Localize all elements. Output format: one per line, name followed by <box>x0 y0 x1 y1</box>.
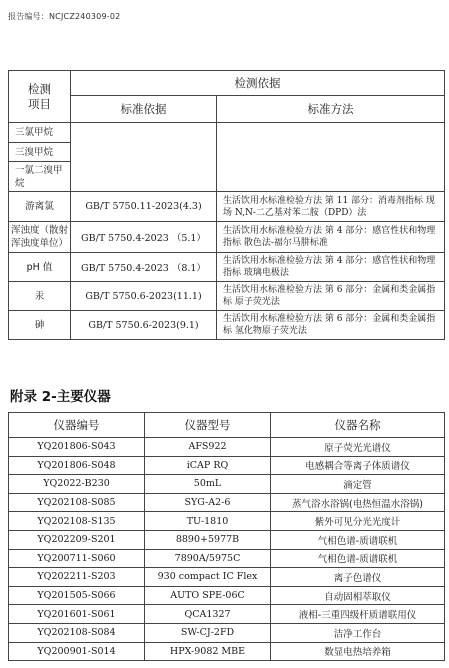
table-row <box>9 549 445 568</box>
header-instrument-name: 仪器名称 <box>271 413 445 438</box>
item-cell: 一氯二溴甲 烷 <box>9 162 71 192</box>
standard-cell: GB/T 5750.4-2023 （8.1） <box>71 253 217 282</box>
instrument-id: YQ202211-S203 <box>9 568 145 587</box>
header-instrument-id: 仪器编号 <box>9 413 145 438</box>
instrument-name: 数显电热培养箱 <box>271 642 445 661</box>
standard-cell <box>71 123 217 192</box>
instrument-id: YQ201806-S043 <box>9 438 145 457</box>
table-row <box>9 512 445 531</box>
table-row <box>9 586 445 605</box>
instrument-model: AFS922 <box>145 438 271 457</box>
standard-cell: GB/T 5750.11-2023(4.3) <box>71 192 217 222</box>
instrument-name: 电感耦合等离子体质谱仪 <box>271 456 445 475</box>
table-row <box>9 438 445 457</box>
header-standard-basis: 标准依据 <box>71 96 217 123</box>
instrument-model: HPX-9082 MBE <box>145 642 271 661</box>
item-cell: pH 值 <box>9 253 71 282</box>
instrument-id: YQ202108-S085 <box>9 493 145 512</box>
instrument-name: 气相色谱-质谱联机 <box>271 530 445 549</box>
instrument-id: YQ200711-S060 <box>9 549 145 568</box>
instrument-id: YQ202108-S084 <box>9 623 145 642</box>
instrument-model: 930 compact IC Flex <box>145 568 271 587</box>
header-test-basis: 检测依据 <box>71 71 445 96</box>
instrument-model: SW-CJ-2FD <box>145 623 271 642</box>
instrument-id: YQ202108-S135 <box>9 512 145 531</box>
header-instrument-model: 仪器型号 <box>145 413 271 438</box>
header-standard-method: 标准方法 <box>217 96 445 123</box>
instrument-id: YQ201601-S061 <box>9 605 145 624</box>
table-row <box>9 605 445 624</box>
instrument-model: iCAP RQ <box>145 456 271 475</box>
instrument-name: 离子色谱仪 <box>271 568 445 587</box>
report-number: 报告编号：NCJCZ240309-02 <box>8 12 121 21</box>
table-row <box>9 568 445 587</box>
instrument-name: 蒸气浴水浴锅(电热恒温水浴锅) <box>271 493 445 512</box>
item-cell: 砷 <box>9 311 71 340</box>
table-row <box>9 642 445 661</box>
item-cell: 三溴甲烷 <box>9 143 71 162</box>
table-row <box>9 475 445 494</box>
instrument-model: QCA1327 <box>145 605 271 624</box>
instrument-name: 自动固相萃取仪 <box>271 586 445 605</box>
item-cell: 游离氯 <box>9 192 71 222</box>
method-cell: 生活饮用水标准检验方法 第 4 部分：感官性状和物理指标 散色法-福尔马肼标准 <box>217 222 445 253</box>
instrument-name: 洁净工作台 <box>271 623 445 642</box>
standard-cell: GB/T 5750.6-2023(9.1) <box>71 311 217 340</box>
table-row <box>9 456 445 475</box>
standard-cell: GB/T 5750.6-2023(11.1) <box>71 282 217 311</box>
method-cell: 生活饮用水标准检验方法 第 11 部分：消毒剂指标 现场 N,N-二乙基对苯二胺（DPD）法 <box>217 192 445 222</box>
instrument-id: YQ201505-S066 <box>9 586 145 605</box>
item-cell: 汞 <box>9 282 71 311</box>
test-basis-table <box>8 70 445 340</box>
instrument-name: 滴定管 <box>271 475 445 494</box>
table-row <box>9 530 445 549</box>
standard-cell: GB/T 5750.4-2023 （5.1） <box>71 222 217 253</box>
method-cell: 生活饮用水标准检验方法 第 4 部分：感官性状和物理指标 玻璃电极法 <box>217 253 445 282</box>
table-row <box>9 623 445 642</box>
appendix-title: 附录 2-主要仪器 <box>10 389 111 405</box>
instrument-model: AUTO SPE-06C <box>145 586 271 605</box>
instrument-id: YQ200901-S014 <box>9 642 145 661</box>
method-cell: 生活饮用水标准检验方法 第 6 部分：金属和类金属指标 氢化物原子荧光法 <box>217 311 445 340</box>
instrument-id: YQ2022-B230 <box>9 475 145 494</box>
instrument-id: YQ202209-S201 <box>9 530 145 549</box>
instrument-name: 紫外可见分光光度计 <box>271 512 445 531</box>
method-cell <box>217 123 445 192</box>
instrument-model: 50mL <box>145 475 271 494</box>
instrument-table <box>8 412 445 661</box>
instrument-name: 原子荧光光谱仪 <box>271 438 445 457</box>
instrument-model: SYG-A2-6 <box>145 493 271 512</box>
instrument-model: TU-1810 <box>145 512 271 531</box>
method-cell: 生活饮用水标准检验方法 第 6 部分：金属和类金属指标 原子荧光法 <box>217 282 445 311</box>
item-cell: 三氯甲烷 <box>9 123 71 143</box>
header-test-item: 检测 项目 <box>9 71 71 123</box>
table-row <box>9 493 445 512</box>
instrument-model: 8890+5977B <box>145 530 271 549</box>
instrument-id: YQ201806-S048 <box>9 456 145 475</box>
instrument-model: 7890A/5975C <box>145 549 271 568</box>
instrument-name: 液相-三重四级杆质谱联用仪 <box>271 605 445 624</box>
item-cell: 浑浊度（散射浑浊度单位） <box>9 222 71 253</box>
instrument-name: 气相色谱-质谱联机 <box>271 549 445 568</box>
